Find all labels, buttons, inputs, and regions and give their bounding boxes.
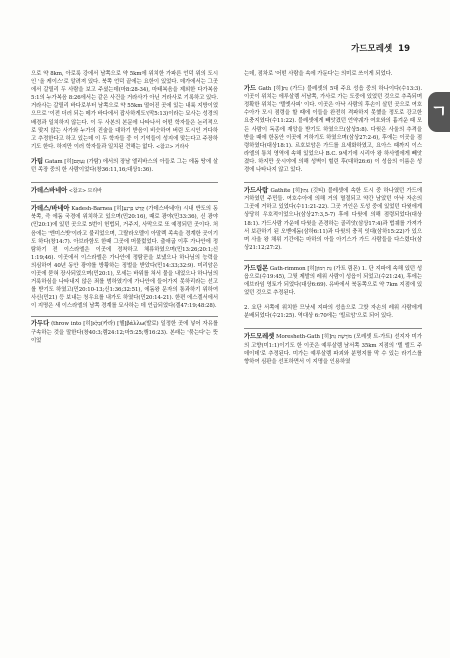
left-column — [31, 70, 218, 345]
entry-gath — [244, 85, 422, 174]
entry-body: Gath-rimmon [히]גַּת רִמּוֹן (가트 림몬) 1. 단 지파에 속해 있던 성읍으로(수19:45), 그뒷 제발의 레위 사람이 성읍이 되었고(수21:24), 후에는 에브라임 영토가 되었다(대상6:69). 유바에서 북동쪽으로 약 7km 지점에 있었던 것으로 추정된다. — [244, 265, 422, 297]
divider — [244, 260, 422, 261]
cross-reference: <참고> 므리바 — [67, 188, 102, 195]
page-number: 19 — [398, 44, 410, 54]
entry-headword: 가데스/바네아 — [31, 205, 70, 213]
thumb-index-tab: ㄱ — [428, 92, 450, 132]
entry-body: Moresheth-Gath [히]מוֹרֶשֶׁת גַּת (모레셋 트-가트) 선지자 미가의 고향(미1:1)이기도 한 이곳은 예루살렘 남서쪽 35km 지점의 '텔 엘드 주데이데'로 추정된다. 미가는 예루살렘 파괴와 분명지를 막 수 있는 라기스를 향하여 심판을 선포하면서 이 지명을 인용하였 — [244, 334, 422, 365]
entry-headword: 가드모레셋 — [244, 333, 275, 341]
entry-headword: 가드림몬 — [244, 264, 269, 272]
divider — [31, 201, 218, 202]
entry-headword: 가드사람 — [244, 187, 269, 195]
entry-body: 는데, 점차로 '어떤 사람을 속에 가둔다'는 의미로 쓰이게 되었다. — [244, 71, 393, 77]
entry-body: Gathite [히]גִּתִּי (깃티) 블레셋에 속한 도시 중 하나였던 가드에 거하였던 주민들. 여호수아에 의해 거의 멸절되고 약간 남았던 아낙 자손의 그곳에 거하고 있었다(수11:21-22). 그곳 거인은 도성 중에 있었던 다윗에게 상당히 우호적이었으나(삼상27:3,5-7) 후에 다윗에 의해 점령되었다(대상18:1). 가드사람 가운데 다윗을 존경하는 골리앗(삼상17:4)과 법궤를 가져가서 보관하기 된 오벧에돔(삼하6:11)과 다윗의 충직 잇대(삼하15:22)가 있으며 사울 왕 채위 기간에는 마하의 아들 아기스가 가드 사람들을 다스렸다(삼상21:12;27:2). — [244, 188, 422, 251]
cross-reference: <참고> 거라사 — [155, 143, 189, 150]
entry-headword: 가두다 — [31, 320, 50, 328]
entry-body: 2. 요단 서쪽에 위치한 므낫세 지파의 성읍으로 그핫 자손의 레위 사람에게 분배되었다(수21:25). 역대상 6:70에는 '빌르암'으로 되어 있다. — [244, 305, 422, 320]
entry-body: 으로 약 8km, 아로룩 강에서 남쪽으로 약 5km에 위치한 가파른 언덕 위의 도시인 '올 케이스'로 알려져 있다. 북쪽 언덕 끝에는 요한이 있었다. 데가에서는 그곳에서 갈릴리 두 사람을 보고 주셨는데(마8:28-34), 마태복음을 제외한 다가복음 5:1의 누가복음 8:26에서는 같은 사건을 거라사가 아닌 거라사로 기록하고 있다. 거라사는 갈릴리 바다로부터 남쪽으로 약 55km 떨어진 곳에 있는 내륙 지방이었으므로 '이전 더러 되는 메가 바다에서 잡사하게도'(막5:13)이라는 묘사는 성경의 배경과 일치하지 않는다. 이 두 사본의 본문에 나타나서 어떤 학자들은 논리적으로 맞지 않는 사가와 누가의 진술을 대하기 받음이 비슷하여 버린 도시인 거다하고 추정한다고 하고 있는데 이 두 학자들 중 이 기억들이 성지에 맞는다고 주장하기도 한다. 하지만 이러 학자들과 일치된 견해는 없다. — [31, 71, 218, 150]
entry-kadesh — [31, 187, 218, 195]
entry-gerasa-continuation — [31, 70, 218, 151]
divider — [31, 182, 218, 183]
running-header-title: 가드모레셋 — [351, 44, 393, 54]
entry-gatam — [31, 158, 218, 174]
entry-headword: 가데스바네아 — [31, 187, 68, 195]
entry-body: (throw into [히]כָּלָא(카라) [헬]βάλλω(발로) 일정한 곳에 넣어 자유를 구속하는 것을 말한다(창40:3;렘24:12;마5:25;행16:23). 본래는 '묶는다'는 뜻이었 — [31, 321, 219, 344]
entry-gaduda — [31, 320, 218, 344]
running-header — [351, 42, 410, 54]
entry-body: Kadesh-Barnea [히]קָדֵשׁ בַּרְנֵעַ (가데스바네아) 시내 반도의 동북쪽, 즉 에돔 국경에 위치하고 있으며(민20:16), 때로 광야(민33:36), 신 광야(민20:1)에 있던 곳으로 5번이 헌법되, 거주지, 사막으로 또 예정되던 곳이다. 처음에는 '엔미스밧'이라고 불리었으며, 그랄라오멜이 아말렉 족속을 경계한 곳이기도 하다(창14:7). 아브라함도 한때 그곳에 머물렀었다. 출애굽 이후 가나안에 정탐하기 전 이스라엘은 이곳에 정착하고 체류하였으며(민13:26;20:1;신1:19;46). 이곳에서 이스라엘은 가나안에 정탐꾼을 보냈으나 하나님의 능력을 의심하여 40년 동안 광야를 방황하는 징벌을 받았다(민14:33;32:9). 미리암은 이곳에 묻혀 장사되었으며(민20:1), 모세는 바위를 쳐서 물을 내었으나 하나님의 거룩하심을 나타내지 않은 죄를 범하였기에 가나안에 들어가지 못하리라는 선고를 받기도 하였고(민20:10-13;신1:36;32:51), 에돔왕 문자의 통과하기 위하여 사신(민21) 등 보내는 청우요를 내가도 하였다(민20:14-21). 한편 에스겔서에서 이 지명은 새 이스라엘의 남쪽 경계를 묘사하는 데 언급되었다(겔47:19;48:28). — [31, 206, 218, 310]
entry-headword: 가팀 — [31, 157, 44, 165]
entry-gath-rimmon-2 — [244, 304, 422, 320]
entry-body: Gatam [히]גַּעְתָּם (가탐) 에서의 장남 엘리바스의 아들로 그는 에돔 땅에 살던 족장 중의 한 사람이었다(창36:11,16;대상1:36). — [31, 158, 218, 174]
entry-body: Gath [히]גַּת (가드) 블레셋의 5대 주요 성읍 중의 하나이다(수13:3). 이곳이 위치는 에루살렘 서남쪽, 가사로 가는 도중에 있었던 것으로 추측되며 정확한 위치는 '텔엣사피' 이다. 이곳은 아낙 사람의 후손이 살던 곳으로 여호수아가 모시 점령을 할 때에 이들을 완전히 격파하지 못했을 정도로 강고한 요충지였다(수11:22). 블레셋에게 빼앗겼던 언약궤가 여호와의 흉겨운 때 모든 사람이 독종에 재앙을 받기도 하였으므(삼상5:8). 다윗은 사울의 추격을 받을 때에 한동안 이곳에 거하기도 하였으며(삼상27:2-6), 후에는 이곳을 점령하였다(대상18:1). 르호보암은 가드를 요새화하였고, 요아스 때까지 이스라엘의 통치 영역에 속해 있었으나 B.C. 9세기에 시리아 왕 하사엘에게 빼앗겼다. 하지만 웃시야에 의해 성벽이 헐린 후(대하26:6) 이 성읍의 이름은 성경에 나타나지 않고 있다. — [244, 86, 422, 174]
divider — [244, 182, 422, 183]
entry-gathite — [244, 187, 422, 252]
entry-gaduda-continuation — [244, 70, 422, 78]
entry-headword: 가드 — [244, 85, 257, 93]
entry-gath-rimmon — [244, 265, 422, 297]
entry-kadesh-barnea — [31, 205, 218, 310]
right-column — [244, 70, 422, 366]
divider — [31, 316, 218, 317]
entry-moresheth-gath — [244, 333, 422, 365]
divider — [244, 328, 422, 329]
